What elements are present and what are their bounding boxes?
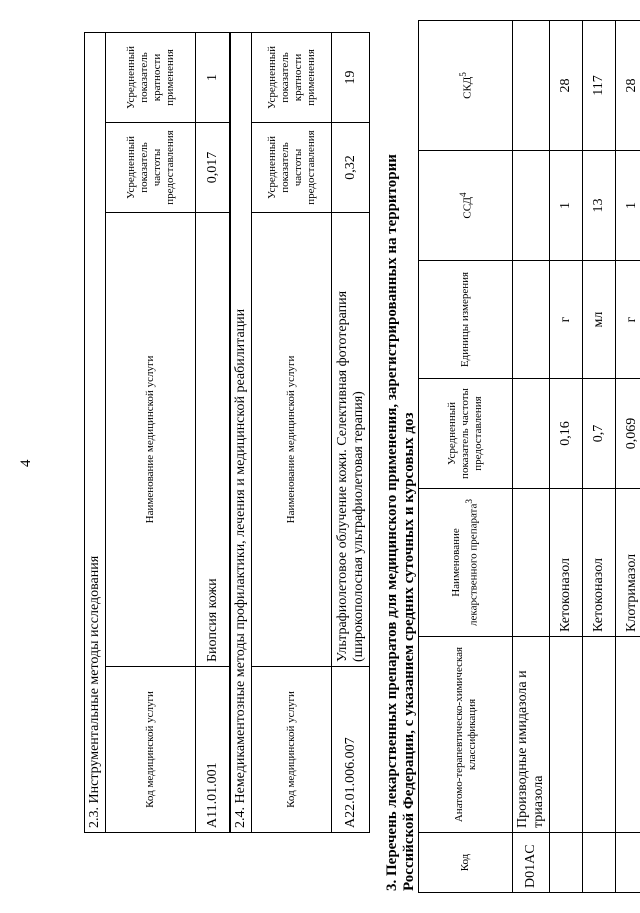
header-skd: СКД$^5$ xyxy=(419,21,513,151)
skd-value: 28 xyxy=(550,21,583,151)
section-2-3-title: 2.3. Инструментальные методы исследования xyxy=(85,32,106,832)
header-unit: Единицы измерения xyxy=(419,261,513,379)
frequency-value: 0,32 xyxy=(332,123,370,213)
header-ssd: ССД$^4$ xyxy=(419,151,513,261)
header-code: Код медицинской услуги xyxy=(106,667,196,833)
header-name: Наименование медицинской услуги xyxy=(252,213,332,667)
group-row xyxy=(513,21,550,893)
table-row xyxy=(583,21,616,893)
frequency-value: 0,017 xyxy=(196,123,230,213)
header-drug: Наименование лекарственного препарата$^3$ xyxy=(419,489,513,637)
section-3-heading xyxy=(384,154,418,891)
table-row xyxy=(550,21,583,893)
header-atc: Анатомо-терапевтическо-химическая классификация xyxy=(419,637,513,833)
header-name: Наименование медицинской услуги xyxy=(106,213,196,667)
section-3-title: 3. Перечень лекарственных препаратов для медицинского применения, зарегистрированных на территории xyxy=(384,154,400,891)
group-code: D01AC xyxy=(513,833,550,893)
drug-name: Кетоконазол xyxy=(550,489,583,637)
section-3-subtitle: Российской Федерации, с указанием средних суточных и курсовых доз xyxy=(401,412,417,891)
header-multiplicity: Усредненный показатель кратности применения xyxy=(252,32,332,122)
multiplicity-value: 1 xyxy=(196,32,230,122)
service-code: A22.01.006.007 xyxy=(332,667,370,833)
header-code: Код xyxy=(419,833,513,893)
service-code: A11.01.001 xyxy=(196,667,230,833)
ssd-value: 1 xyxy=(616,151,640,261)
section-2-4-title: 2.4. Немедикаментозные методы профилактики, лечения и медицинской реабилитации xyxy=(231,32,252,832)
skd-value: 28 xyxy=(616,21,640,151)
table-row xyxy=(616,21,640,893)
unit-value: мл xyxy=(583,261,616,379)
unit-value: г xyxy=(550,261,583,379)
table-2-4 xyxy=(230,32,370,833)
unit-value: г xyxy=(616,261,640,379)
multiplicity-value: 19 xyxy=(332,32,370,122)
header-frequency: Усредненный показатель частоты предоставления xyxy=(252,123,332,213)
drug-name: Кетоконазол xyxy=(583,489,616,637)
service-name: Ультрафиолетовое облучение кожи. Селективная фототерапия (широкополосная ультрафиолетовая терапия) xyxy=(332,213,370,667)
frequency-value: 0,7 xyxy=(583,379,616,489)
frequency-value: 0,16 xyxy=(550,379,583,489)
group-atc: Производные имидазола и триазола xyxy=(513,637,550,833)
header-frequency: Усредненный показатель частоты предоставления xyxy=(419,379,513,489)
frequency-value: 0,069 xyxy=(616,379,640,489)
header-multiplicity: Усредненный показатель кратности применения xyxy=(106,32,196,122)
table-3 xyxy=(418,20,640,893)
header-code: Код медицинской услуги xyxy=(252,667,332,833)
ssd-value: 13 xyxy=(583,151,616,261)
table-row xyxy=(332,32,370,832)
skd-value: 117 xyxy=(583,21,616,151)
drug-name: Клотримазол xyxy=(616,489,640,637)
table-2-3 xyxy=(84,32,230,833)
ssd-value: 1 xyxy=(550,151,583,261)
service-name: Биопсия кожи xyxy=(196,213,230,667)
table-row xyxy=(196,32,230,832)
page-number: 4 xyxy=(18,459,34,467)
header-frequency: Усредненный показатель частоты предоставления xyxy=(106,123,196,213)
